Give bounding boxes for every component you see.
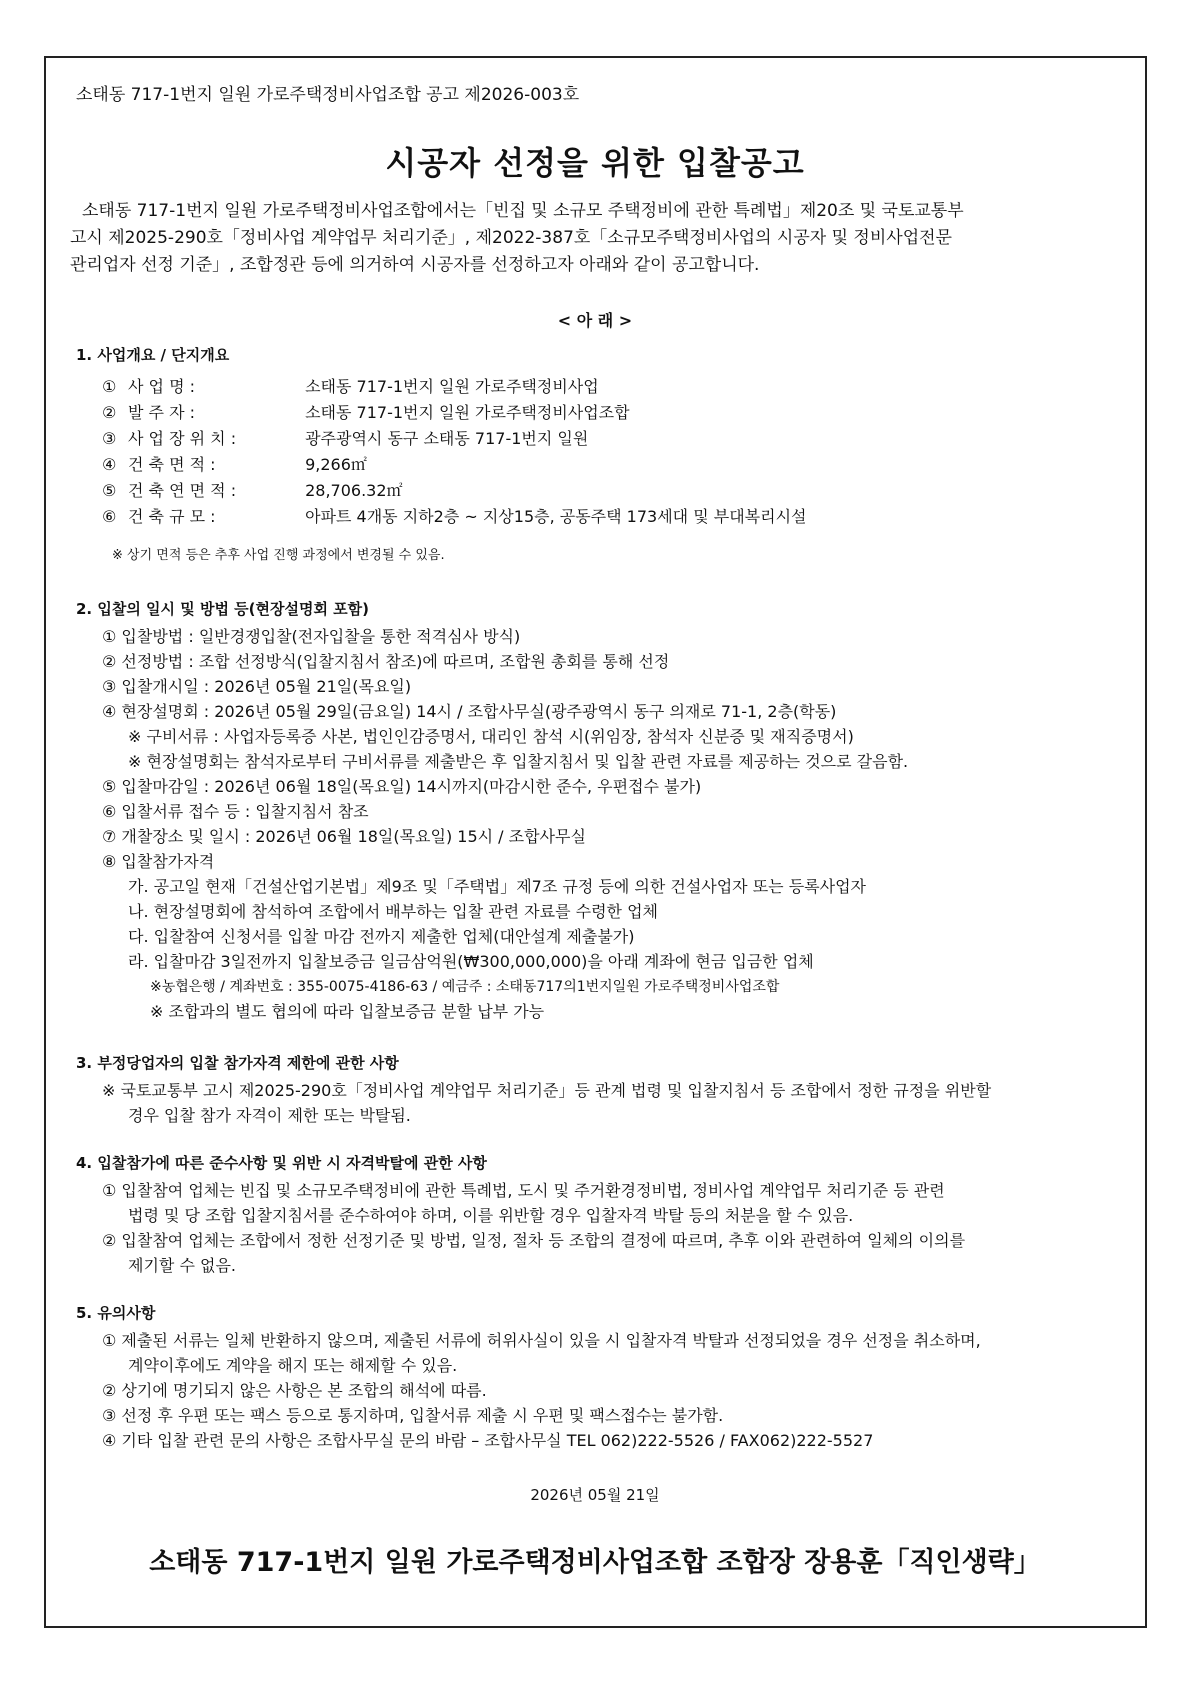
item-key: 사 업 장 위 치 :: [128, 429, 237, 448]
paragraph-line: 경우 입찰 참가 자격이 제한 또는 박탈됨.: [128, 1106, 411, 1125]
notice-number: 소태동 717-1번지 일원 가로주택정비사업조합 공고 제2026-003호: [76, 85, 580, 105]
item-key: 건 축 연 면 적 :: [128, 481, 237, 500]
intro-line: 소태동 717-1번지 일원 가로주택정비사업조합에서는「빈집 및 소규모 주택정비에 관한 특례법」제20조 및 국토교통부: [82, 201, 964, 221]
paragraph-line: 법령 및 당 조합 입찰지침서를 준수하여야 하며, 이를 위반할 경우 입찰자격 박탈 등의 처분을 할 수 있음.: [128, 1206, 854, 1225]
sub-item: 라. 입찰마감 3일전까지 입찰보증금 일금삼억원(₩300,000,000)을 아래 계좌에 현금 입금한 업체: [128, 952, 814, 971]
item-key: 사 업 명 :: [128, 377, 196, 396]
intro-paragraph: [70, 198, 1120, 279]
notice-date: 2026년 05월 21일: [530, 1486, 660, 1504]
item-value: 28,706.32㎡: [305, 481, 403, 500]
area-note: ※ 상기 면적 등은 추후 사업 진행 과정에서 변경될 수 있음.: [112, 548, 445, 563]
overview-row: [102, 452, 367, 475]
list-item: ⑤ 입찰마감일 : 2026년 06월 18일(목요일) 14시까지(마감시한 준수, 우편접수 불가): [102, 777, 702, 796]
sub-item: 가. 공고일 현재「건설산업기본법」제9조 및「주택법」제7조 규정 등에 의한 건설사업자 또는 등록사업자: [128, 877, 867, 896]
paragraph-line: 계약이후에도 계약을 해지 또는 해제할 수 있음.: [128, 1356, 458, 1375]
overview-row: [102, 374, 599, 397]
item-number: ②: [102, 403, 117, 422]
item-number: ⑤: [102, 481, 117, 500]
intro-line: 관리업자 선정 기준」, 조합정관 등에 의거하여 시공자를 선정하고자 아래와 같이 공고합니다.: [70, 255, 760, 275]
section-title: 5. 유의사항: [76, 1304, 156, 1322]
item-number: ④: [102, 455, 117, 474]
paragraph-line: ※ 국토교통부 고시 제2025-290호「정비사업 계약업무 처리기준」등 관계 법령 및 입찰지침서 등 조합에서 정한 규정을 위반할: [102, 1081, 992, 1100]
bank-account-note: ※농협은행 / 계좌번호 : 355-0075-4186-63 / 예금주 : 소태동717의1번지일원 가로주택정비사업조합: [150, 979, 780, 995]
list-item: ④ 현장설명회 : 2026년 05월 29일(금요일) 14시 / 조합사무실(광주광역시 동구 의재로 71-1, 2층(학동): [102, 702, 837, 721]
sub-item: 다. 입찰참여 신청서를 입찰 마감 전까지 제출한 업체(대안설계 제출불가): [128, 927, 635, 946]
section-title: 1. 사업개요 / 단지개요: [76, 346, 230, 364]
list-note: ※ 구비서류 : 사업자등록증 사본, 법인인감증명서, 대리인 참석 시(위임장, 참석자 신분증 및 재직증명서): [128, 727, 854, 746]
list-item: ⑥ 입찰서류 접수 등 : 입찰지침서 참조: [102, 802, 369, 821]
item-number: ⑥: [102, 507, 117, 526]
overview-row: [102, 426, 588, 449]
paragraph-line: ② 입찰참여 업체는 조합에서 정한 선정기준 및 방법, 일정, 절차 등 조합의 결정에 따르며, 추후 이와 관련하여 일체의 이의를: [102, 1231, 966, 1250]
section-title: 2. 입찰의 일시 및 방법 등(현장설명회 포함): [76, 600, 370, 618]
list-item: ⑧ 입찰참가자격: [102, 852, 215, 871]
paragraph-line: ① 제출된 서류는 일체 반환하지 않으며, 제출된 서류에 허위사실이 있을 시 입찰자격 박탈과 선정되었을 경우 선정을 취소하며,: [102, 1331, 981, 1350]
list-item: ② 선정방법 : 조합 선정방식(입찰지침서 참조)에 따르며, 조합원 총회를 통해 선정: [102, 652, 670, 671]
list-item: ③ 입찰개시일 : 2026년 05월 21일(목요일): [102, 677, 412, 696]
list-item: ⑦ 개찰장소 및 일시 : 2026년 06월 18일(목요일) 15시 / 조합사무실: [102, 827, 586, 846]
paragraph-line: ③ 선정 후 우편 또는 팩스 등으로 통지하며, 입찰서류 제출 시 우편 및 팩스접수는 불가함.: [102, 1406, 724, 1425]
item-value: 소태동 717-1번지 일원 가로주택정비사업조합: [305, 403, 630, 422]
overview-row: [102, 400, 630, 423]
paragraph-line: ④ 기타 입찰 관련 문의 사항은 조합사무실 문의 바람 – 조합사무실 TEL 062)222-5526 / FAX062)222-5527: [102, 1431, 874, 1450]
list-note: ※ 현장설명회는 참석자로부터 구비서류를 제출받은 후 입찰지침서 및 입찰 관련 자료를 제공하는 것으로 갈음함.: [128, 752, 909, 771]
paragraph-line: 제기할 수 없음.: [128, 1256, 236, 1275]
item-value: 광주광역시 동구 소태동 717-1번지 일원: [305, 429, 589, 448]
sub-item: 나. 현장설명회에 참석하여 조합에서 배부하는 입찰 관련 자료를 수령한 업체: [128, 902, 658, 921]
intro-line: 고시 제2025-290호「정비사업 계약업무 처리기준」, 제2022-387호「소규모주택정비사업의 시공자 및 정비사업전문: [70, 228, 952, 248]
item-key: 건 축 면 적 :: [128, 455, 216, 474]
sub-note: ※ 조합과의 별도 협의에 따라 입찰보증금 분할 납부 가능: [150, 1002, 545, 1021]
section-title: 3. 부정당업자의 입찰 참가자격 제한에 관한 사항: [76, 1054, 399, 1072]
overview-row: [102, 504, 806, 527]
list-item: ① 입찰방법 : 일반경쟁입찰(전자입찰을 통한 적격심사 방식): [102, 627, 521, 646]
paragraph-line: ① 입찰참여 업체는 빈집 및 소규모주택정비에 관한 특례법, 도시 및 주거환경정비법, 정비사업 계약업무 처리기준 등 관련: [102, 1181, 945, 1200]
below-marker: < 아 래 >: [557, 311, 633, 330]
item-value: 9,266㎡: [305, 455, 367, 474]
item-value: 소태동 717-1번지 일원 가로주택정비사업: [305, 377, 599, 396]
document-title: 시공자 선정을 위한 입찰공고: [385, 144, 805, 182]
paragraph-line: ② 상기에 명기되지 않은 사항은 본 조합의 해석에 따름.: [102, 1381, 487, 1400]
item-number: ①: [102, 377, 117, 396]
section-title: 4. 입찰참가에 따른 준수사항 및 위반 시 자격박탈에 관한 사항: [76, 1154, 487, 1172]
item-key: 발 주 자 :: [128, 403, 196, 422]
signature-line: 소태동 717-1번지 일원 가로주택정비사업조합 조합장 장용훈「직인생략」: [149, 1547, 1041, 1578]
item-value: 아파트 4개동 지하2층 ~ 지상15층, 공동주택 173세대 및 부대복리시설: [305, 507, 807, 526]
item-key: 건 축 규 모 :: [128, 507, 216, 526]
item-number: ③: [102, 429, 117, 448]
overview-row: [102, 478, 403, 501]
